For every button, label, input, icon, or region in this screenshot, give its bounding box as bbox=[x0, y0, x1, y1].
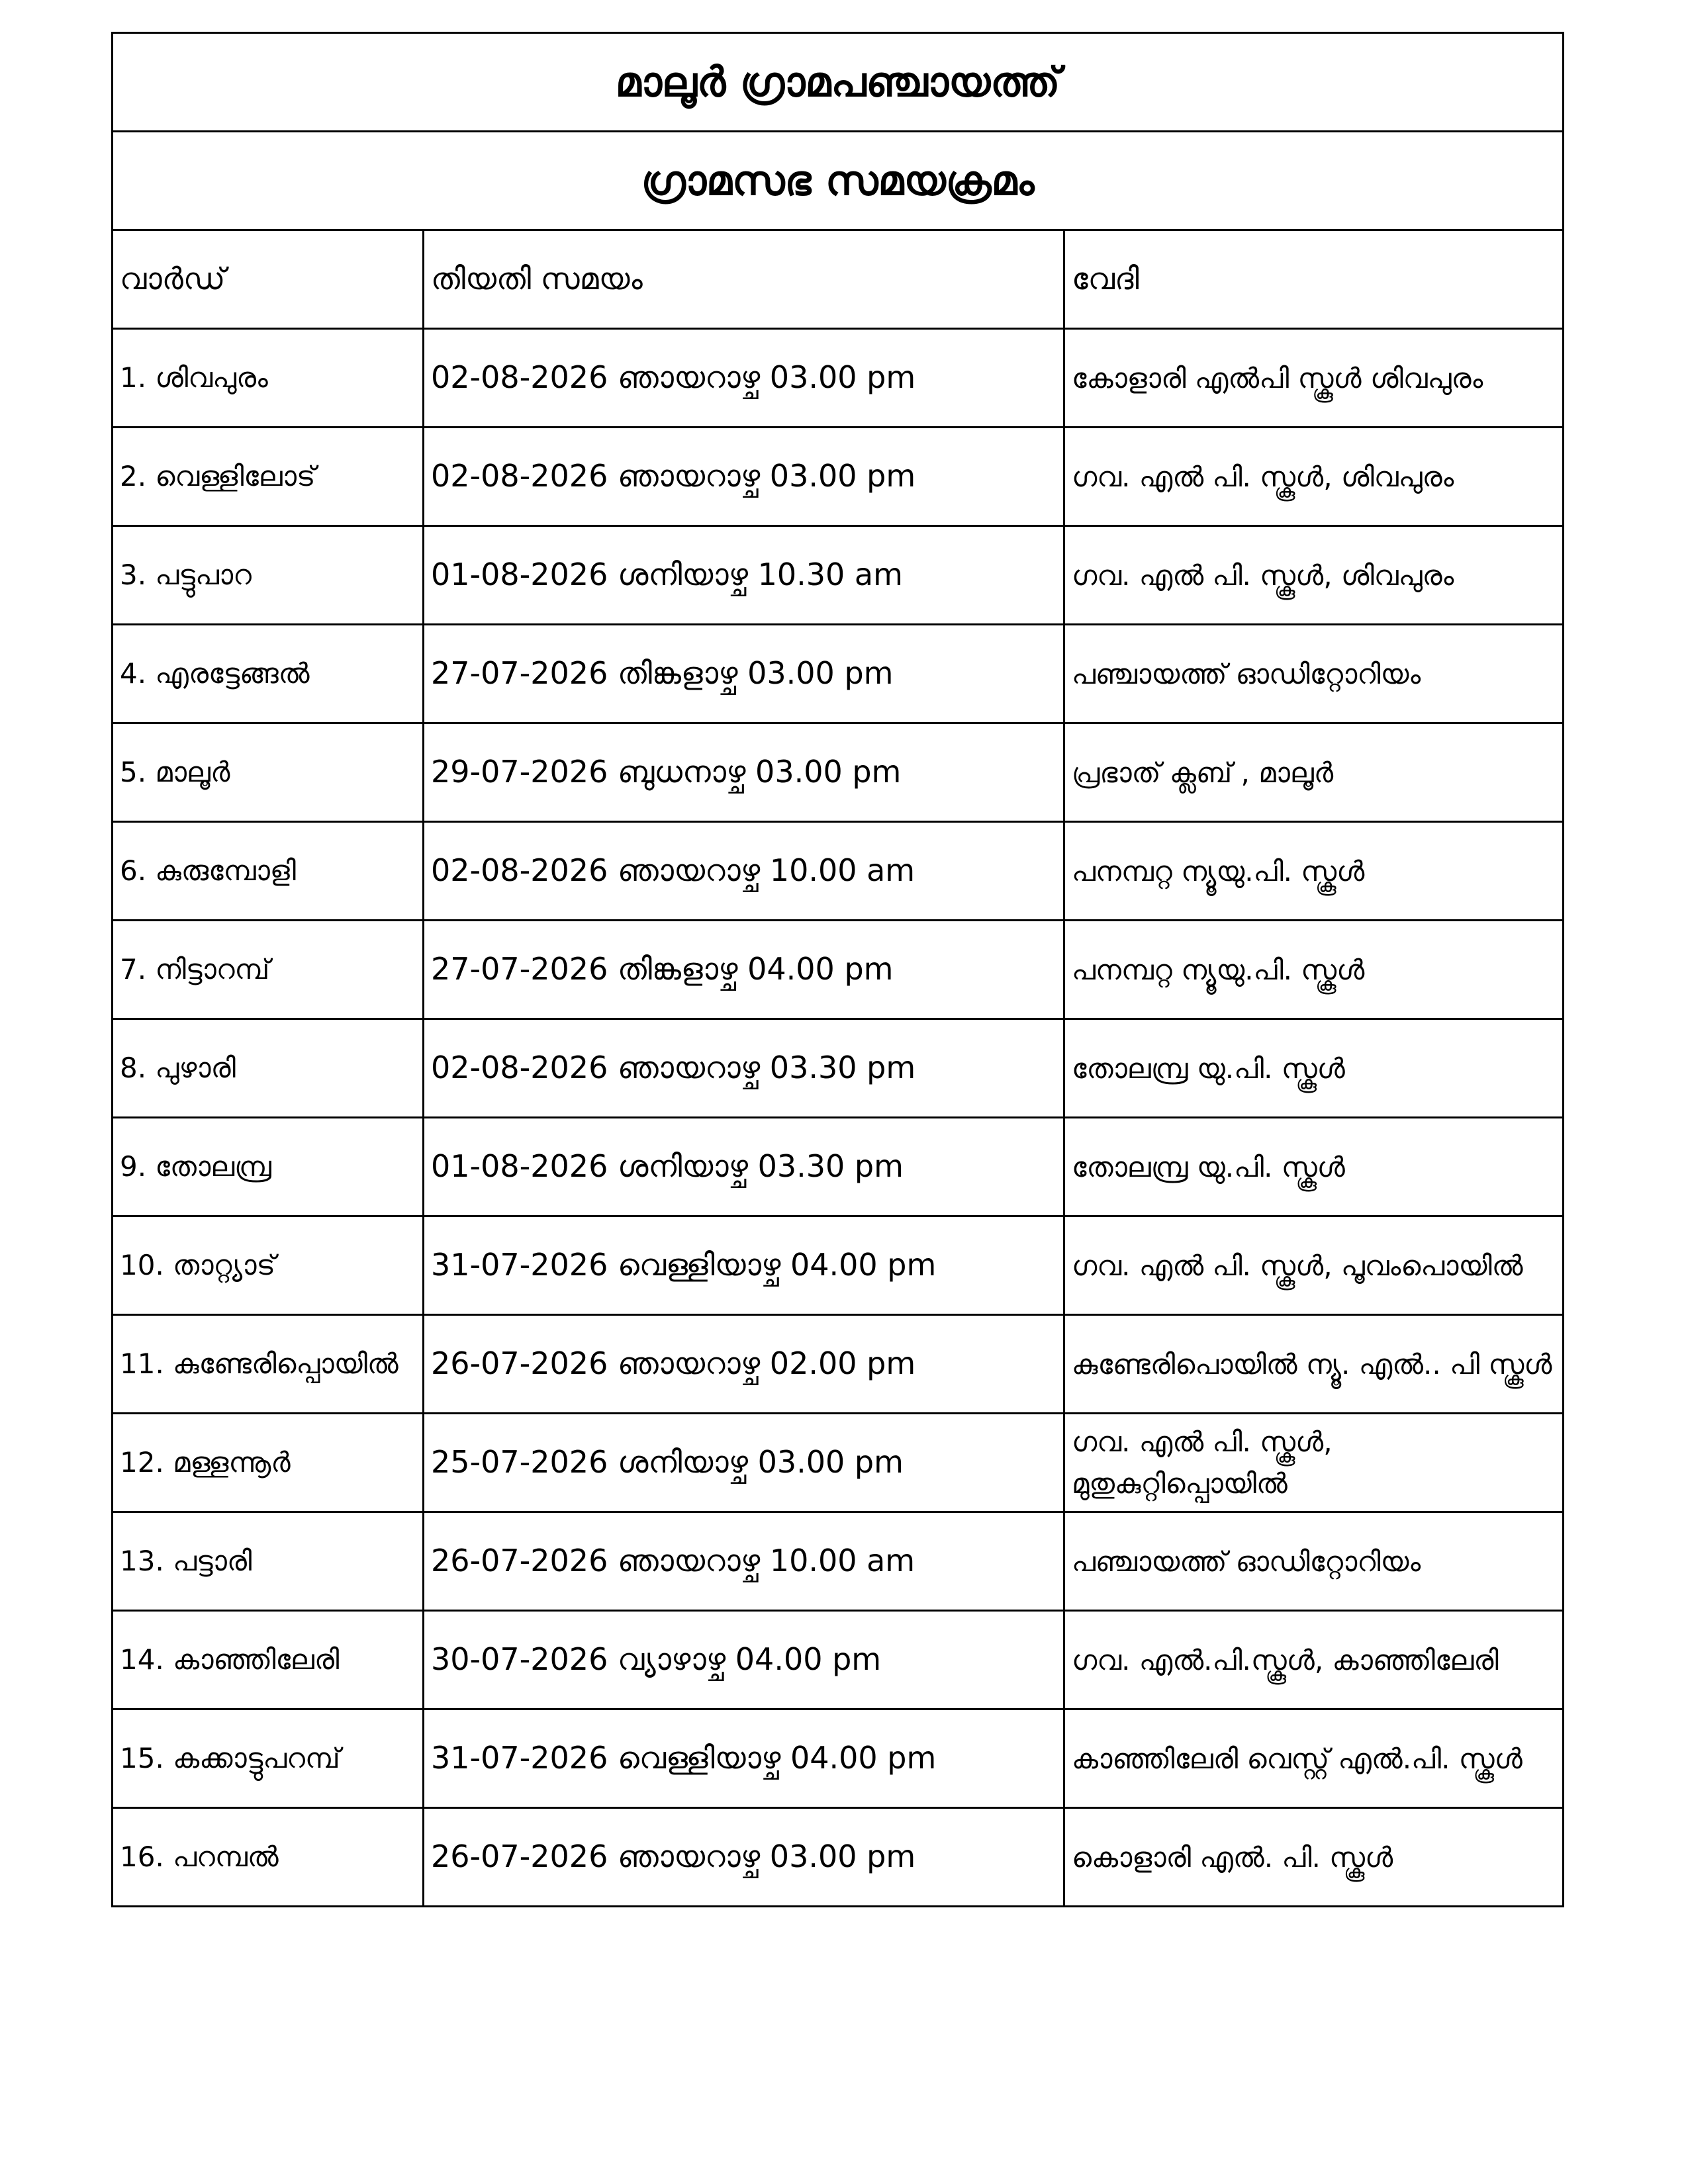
table-row bbox=[113, 921, 1564, 1019]
table-row bbox=[113, 1315, 1564, 1414]
datetime-cell: 02-08-2026 ഞായറാഴ്ച 03.30 pm bbox=[424, 1019, 1064, 1118]
table-row bbox=[113, 1611, 1564, 1709]
table-row bbox=[113, 526, 1564, 625]
datetime-cell: 31-07-2026 വെള്ളിയാഴ്ച 04.00 pm bbox=[424, 1216, 1064, 1315]
table-row bbox=[113, 1019, 1564, 1118]
datetime-cell: 02-08-2026 ഞായറാഴ്ച 10.00 am bbox=[424, 822, 1064, 921]
table-row bbox=[113, 1512, 1564, 1611]
ward-cell: 1. ശിവപുരം bbox=[113, 329, 424, 428]
venue-cell: കോളാരി എൽപി സ്കൂൾ ശിവപുരം bbox=[1064, 329, 1564, 428]
venue-cell: തോലമ്പ്ര യു.പി. സ്കൂൾ bbox=[1064, 1118, 1564, 1216]
header-row bbox=[113, 230, 1564, 329]
schedule-table bbox=[111, 32, 1564, 1907]
datetime-cell: 29-07-2026 ബുധനാഴ്ച 03.00 pm bbox=[424, 723, 1064, 822]
table-row bbox=[113, 428, 1564, 526]
datetime-cell: 25-07-2026 ശനിയാഴ്ച 03.00 pm bbox=[424, 1414, 1064, 1512]
venue-cell: ഗവ. എൽ പി. സ്കൂൾ, മുതുകുറ്റിപ്പൊയിൽ bbox=[1064, 1414, 1564, 1512]
venue-cell: ഗവ. എൽ പി. സ്കൂൾ, പൂവംപൊയിൽ bbox=[1064, 1216, 1564, 1315]
table-row bbox=[113, 1216, 1564, 1315]
venue-cell: ഗവ. എൽ.പി.സ്കൂൾ, കാഞ്ഞിലേരി bbox=[1064, 1611, 1564, 1709]
venue-cell: കൊളാരി എൽ. പി. സ്കൂൾ bbox=[1064, 1808, 1564, 1907]
table-row bbox=[113, 1118, 1564, 1216]
ward-cell: 16. പറമ്പൽ bbox=[113, 1808, 424, 1907]
title-row bbox=[113, 33, 1564, 132]
schedule-document bbox=[111, 32, 1562, 1907]
datetime-cell: 01-08-2026 ശനിയാഴ്ച 10.30 am bbox=[424, 526, 1064, 625]
datetime-cell: 31-07-2026 വെള്ളിയാഴ്ച 04.00 pm bbox=[424, 1709, 1064, 1808]
column-header-venue: വേദി bbox=[1064, 230, 1564, 329]
datetime-cell: 27-07-2026 തിങ്കളാഴ്ച 03.00 pm bbox=[424, 625, 1064, 723]
ward-cell: 13. പട്ടാരി bbox=[113, 1512, 424, 1611]
table-row bbox=[113, 723, 1564, 822]
ward-cell: 2. വെള്ളിലോട് bbox=[113, 428, 424, 526]
table-row bbox=[113, 329, 1564, 428]
ward-cell: 10. താറ്റ്യാട് bbox=[113, 1216, 424, 1315]
venue-cell: പഞ്ചായത്ത് ഓഡിറ്റോറിയം bbox=[1064, 1512, 1564, 1611]
document-subtitle: ഗ്രാമസഭ സമയക്രമം bbox=[113, 132, 1564, 230]
datetime-cell: 01-08-2026 ശനിയാഴ്ച 03.30 pm bbox=[424, 1118, 1064, 1216]
venue-cell: ഗവ. എൽ പി. സ്കൂൾ, ശിവപുരം bbox=[1064, 526, 1564, 625]
venue-cell: ഗവ. എൽ പി. സ്കൂൾ, ശിവപുരം bbox=[1064, 428, 1564, 526]
venue-cell: കാഞ്ഞിലേരി വെസ്റ്റ് എൽ.പി. സ്കൂൾ bbox=[1064, 1709, 1564, 1808]
datetime-cell: 30-07-2026 വ്യാഴാഴ്ച 04.00 pm bbox=[424, 1611, 1064, 1709]
ward-cell: 3. പട്ടുപാറ bbox=[113, 526, 424, 625]
document-title: മാലൂർ ഗ്രാമപഞ്ചായത്ത് bbox=[113, 33, 1564, 132]
ward-cell: 15. കക്കാട്ടുപറമ്പ് bbox=[113, 1709, 424, 1808]
datetime-cell: 26-07-2026 ഞായറാഴ്ച 03.00 pm bbox=[424, 1808, 1064, 1907]
datetime-cell: 02-08-2026 ഞായറാഴ്ച 03.00 pm bbox=[424, 428, 1064, 526]
table-row bbox=[113, 1414, 1564, 1512]
ward-cell: 8. പുഴാരി bbox=[113, 1019, 424, 1118]
table-row bbox=[113, 822, 1564, 921]
venue-cell: പനമ്പറ്റ ന്യൂയു.പി. സ്കൂൾ bbox=[1064, 921, 1564, 1019]
schedule-table-body bbox=[113, 33, 1564, 1907]
venue-cell: കുണ്ടേരിപൊയിൽ ന്യൂ. എൽ.. പി സ്കൂൾ bbox=[1064, 1315, 1564, 1414]
venue-cell: പനമ്പറ്റ ന്യൂയു.പി. സ്കൂൾ bbox=[1064, 822, 1564, 921]
table-row bbox=[113, 1709, 1564, 1808]
column-header-datetime: തിയതി സമയം bbox=[424, 230, 1064, 329]
ward-cell: 5. മാലൂർ bbox=[113, 723, 424, 822]
table-row bbox=[113, 625, 1564, 723]
datetime-cell: 26-07-2026 ഞായറാഴ്ച 10.00 am bbox=[424, 1512, 1064, 1611]
venue-cell: പഞ്ചായത്ത് ഓഡിറ്റോറിയം bbox=[1064, 625, 1564, 723]
ward-cell: 11. കുണ്ടേരിപ്പൊയിൽ bbox=[113, 1315, 424, 1414]
venue-cell: തോലമ്പ്ര യു.പി. സ്കൂൾ bbox=[1064, 1019, 1564, 1118]
datetime-cell: 27-07-2026 തിങ്കളാഴ്ച 04.00 pm bbox=[424, 921, 1064, 1019]
ward-cell: 12. മള്ളന്നൂർ bbox=[113, 1414, 424, 1512]
ward-cell: 7. നിട്ടാറമ്പ് bbox=[113, 921, 424, 1019]
datetime-cell: 02-08-2026 ഞായറാഴ്ച 03.00 pm bbox=[424, 329, 1064, 428]
subtitle-row bbox=[113, 132, 1564, 230]
ward-cell: 9. തോലമ്പ്ര bbox=[113, 1118, 424, 1216]
ward-cell: 14. കാഞ്ഞിലേരി bbox=[113, 1611, 424, 1709]
column-header-ward: വാർഡ് bbox=[113, 230, 424, 329]
ward-cell: 4. എരട്ടേങ്ങൽ bbox=[113, 625, 424, 723]
datetime-cell: 26-07-2026 ഞായറാഴ്ച 02.00 pm bbox=[424, 1315, 1064, 1414]
venue-cell: പ്രഭാത് ക്ലബ് , മാലൂർ bbox=[1064, 723, 1564, 822]
table-row bbox=[113, 1808, 1564, 1907]
ward-cell: 6. കുരുമ്പോളി bbox=[113, 822, 424, 921]
